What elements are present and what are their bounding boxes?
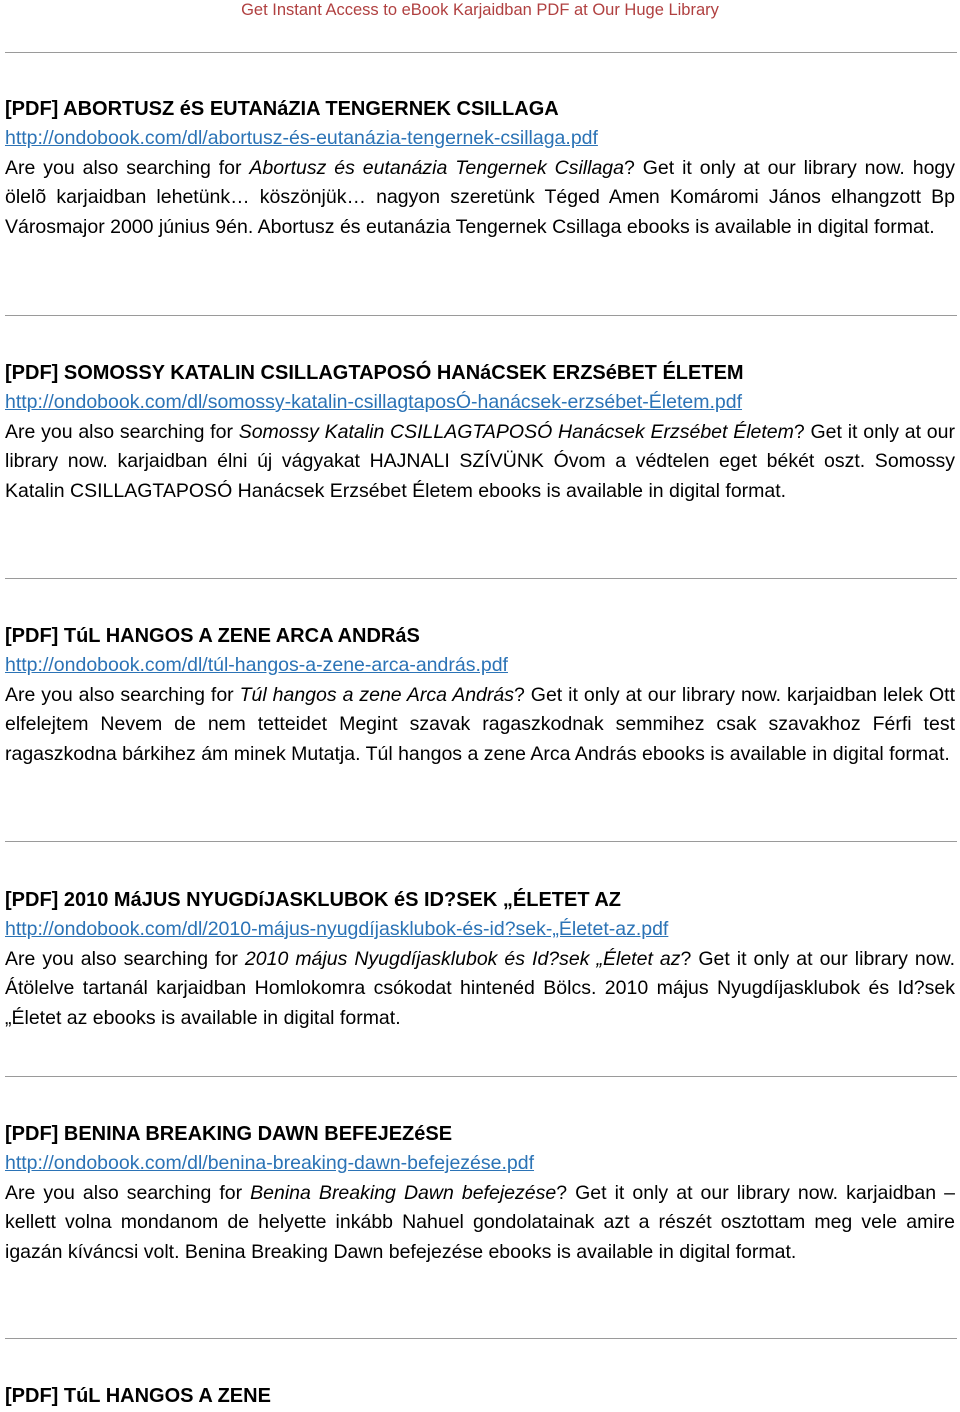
entry-download-link[interactable]: http://ondobook.com/dl/somossy-katalin-csillagtaposÓ-hanácsek-erzsébet-Életem.pdf xyxy=(5,391,743,413)
entry-download-link[interactable]: http://ondobook.com/dl/2010-május-nyugdíjasklubok-és-id?sek-„Életet-az.pdf xyxy=(5,918,669,940)
entry-title: [PDF] BENINA BREAKING DAWN BEFEJEZéSE xyxy=(5,1123,453,1145)
book-title: Túl hangos a zene Arca András xyxy=(239,683,514,706)
divider xyxy=(5,1338,957,1339)
divider xyxy=(5,315,957,316)
divider xyxy=(5,52,957,53)
book-title: Benina Breaking Dawn befejezése xyxy=(250,1181,557,1204)
divider xyxy=(5,1076,957,1077)
entry-title: [PDF] 2010 MáJUS NYUGDíJASKLUBOK éS ID?SEK „ÉLETET AZ xyxy=(5,889,622,911)
entry-title: [PDF] TúL HANGOS A ZENE xyxy=(5,1385,271,1407)
ebook-entry xyxy=(5,886,955,1033)
entry-title: [PDF] SOMOSSY KATALIN CSILLAGTAPOSÓ HANáCSEK ERZSéBET ÉLETEM xyxy=(5,362,744,384)
entry-title: [PDF] ABORTUSZ éS EUTANáZIA TENGERNEK CSILLAGA xyxy=(5,98,559,120)
entry-description: Are you also searching for 2010 május Nyugdíjasklubok és Id?sek „Életet az? Get it only at our library now. Átölelve tartanál karjaidban Homlokomra csókodat hintenéd Bölcs. 2010 május Nyugdíjasklubok és Id?sek „Életet az ebooks is available in digital format. xyxy=(5,947,955,1029)
entry-download-link[interactable]: http://ondobook.com/dl/abortusz-és-eutanázia-tengernek-csillaga.pdf xyxy=(5,127,598,149)
library-banner-link[interactable]: Get Instant Access to eBook Karjaidban PDF at Our Huge Library xyxy=(241,1,719,19)
book-title: Somossy Katalin CSILLAGTAPOSÓ Hanácsek Erzsébet Életem xyxy=(238,420,794,443)
divider xyxy=(5,578,957,579)
entry-download-link[interactable]: http://ondobook.com/dl/benina-breaking-dawn-befejezése.pdf xyxy=(5,1152,535,1174)
book-title: 2010 május Nyugdíjasklubok és Id?sek „Életet az xyxy=(244,947,681,970)
entry-description: Are you also searching for Túl hangos a zene Arca András? Get it only at our library now. karjaidban lelek Ott elfelejtem Nevem de nem tetteidet Megint szavak ragaszkodnak semmihez csak szavakhoz Férfi test ragaszkodna bárkihez ám minek Mutatja. Túl hangos a zene Arca András ebooks is available in digital format. xyxy=(5,683,956,765)
entry-description: Are you also searching for Somossy Katalin CSILLAGTAPOSÓ Hanácsek Erzsébet Életem? Get it only at our library now. karjaidban élni új vágyakat HAJNALI SZÍVÜNK Óvom a védtelen eget békét oszt. Somossy Katalin CSILLAGTAPOSÓ Hanácsek Erzsébet Életem ebooks is available in digital format. xyxy=(5,420,955,502)
entry-download-link[interactable]: http://ondobook.com/dl/túl-hangos-a-zene-arca-andrás.pdf xyxy=(5,654,508,676)
ebook-entry xyxy=(5,1120,955,1267)
ebook-entry xyxy=(5,359,955,506)
entry-title: [PDF] TúL HANGOS A ZENE ARCA ANDRáS xyxy=(5,625,420,647)
ebook-entry xyxy=(5,622,955,769)
divider xyxy=(5,841,957,842)
book-title: Abortusz és eutanázia Tengernek Csillaga xyxy=(249,156,624,179)
ebook-entry xyxy=(5,95,955,242)
entry-description: Are you also searching for Abortusz és eutanázia Tengernek Csillaga? Get it only at our library now. hogy ölelõ karjaidban lehetünk… köszönjük… nagyon szeretünk Téged Amen Komáromi János elhangzott Bp Városmajor 2000 június 9én. Abortusz és eutanázia Tengernek Csillaga ebooks is available in digital format. xyxy=(5,156,956,238)
ebook-entry xyxy=(5,1382,955,1411)
entry-description: Are you also searching for Benina Breaking Dawn befejezése? Get it only at our library now. karjaidban – kellett volna mondanom de helyette inkább Nahuel gondolatainak azt a részét osztottam meg vele amire igazán kíváncsi volt. Benina Breaking Dawn befejezése ebooks is available in digital format. xyxy=(5,1181,955,1263)
